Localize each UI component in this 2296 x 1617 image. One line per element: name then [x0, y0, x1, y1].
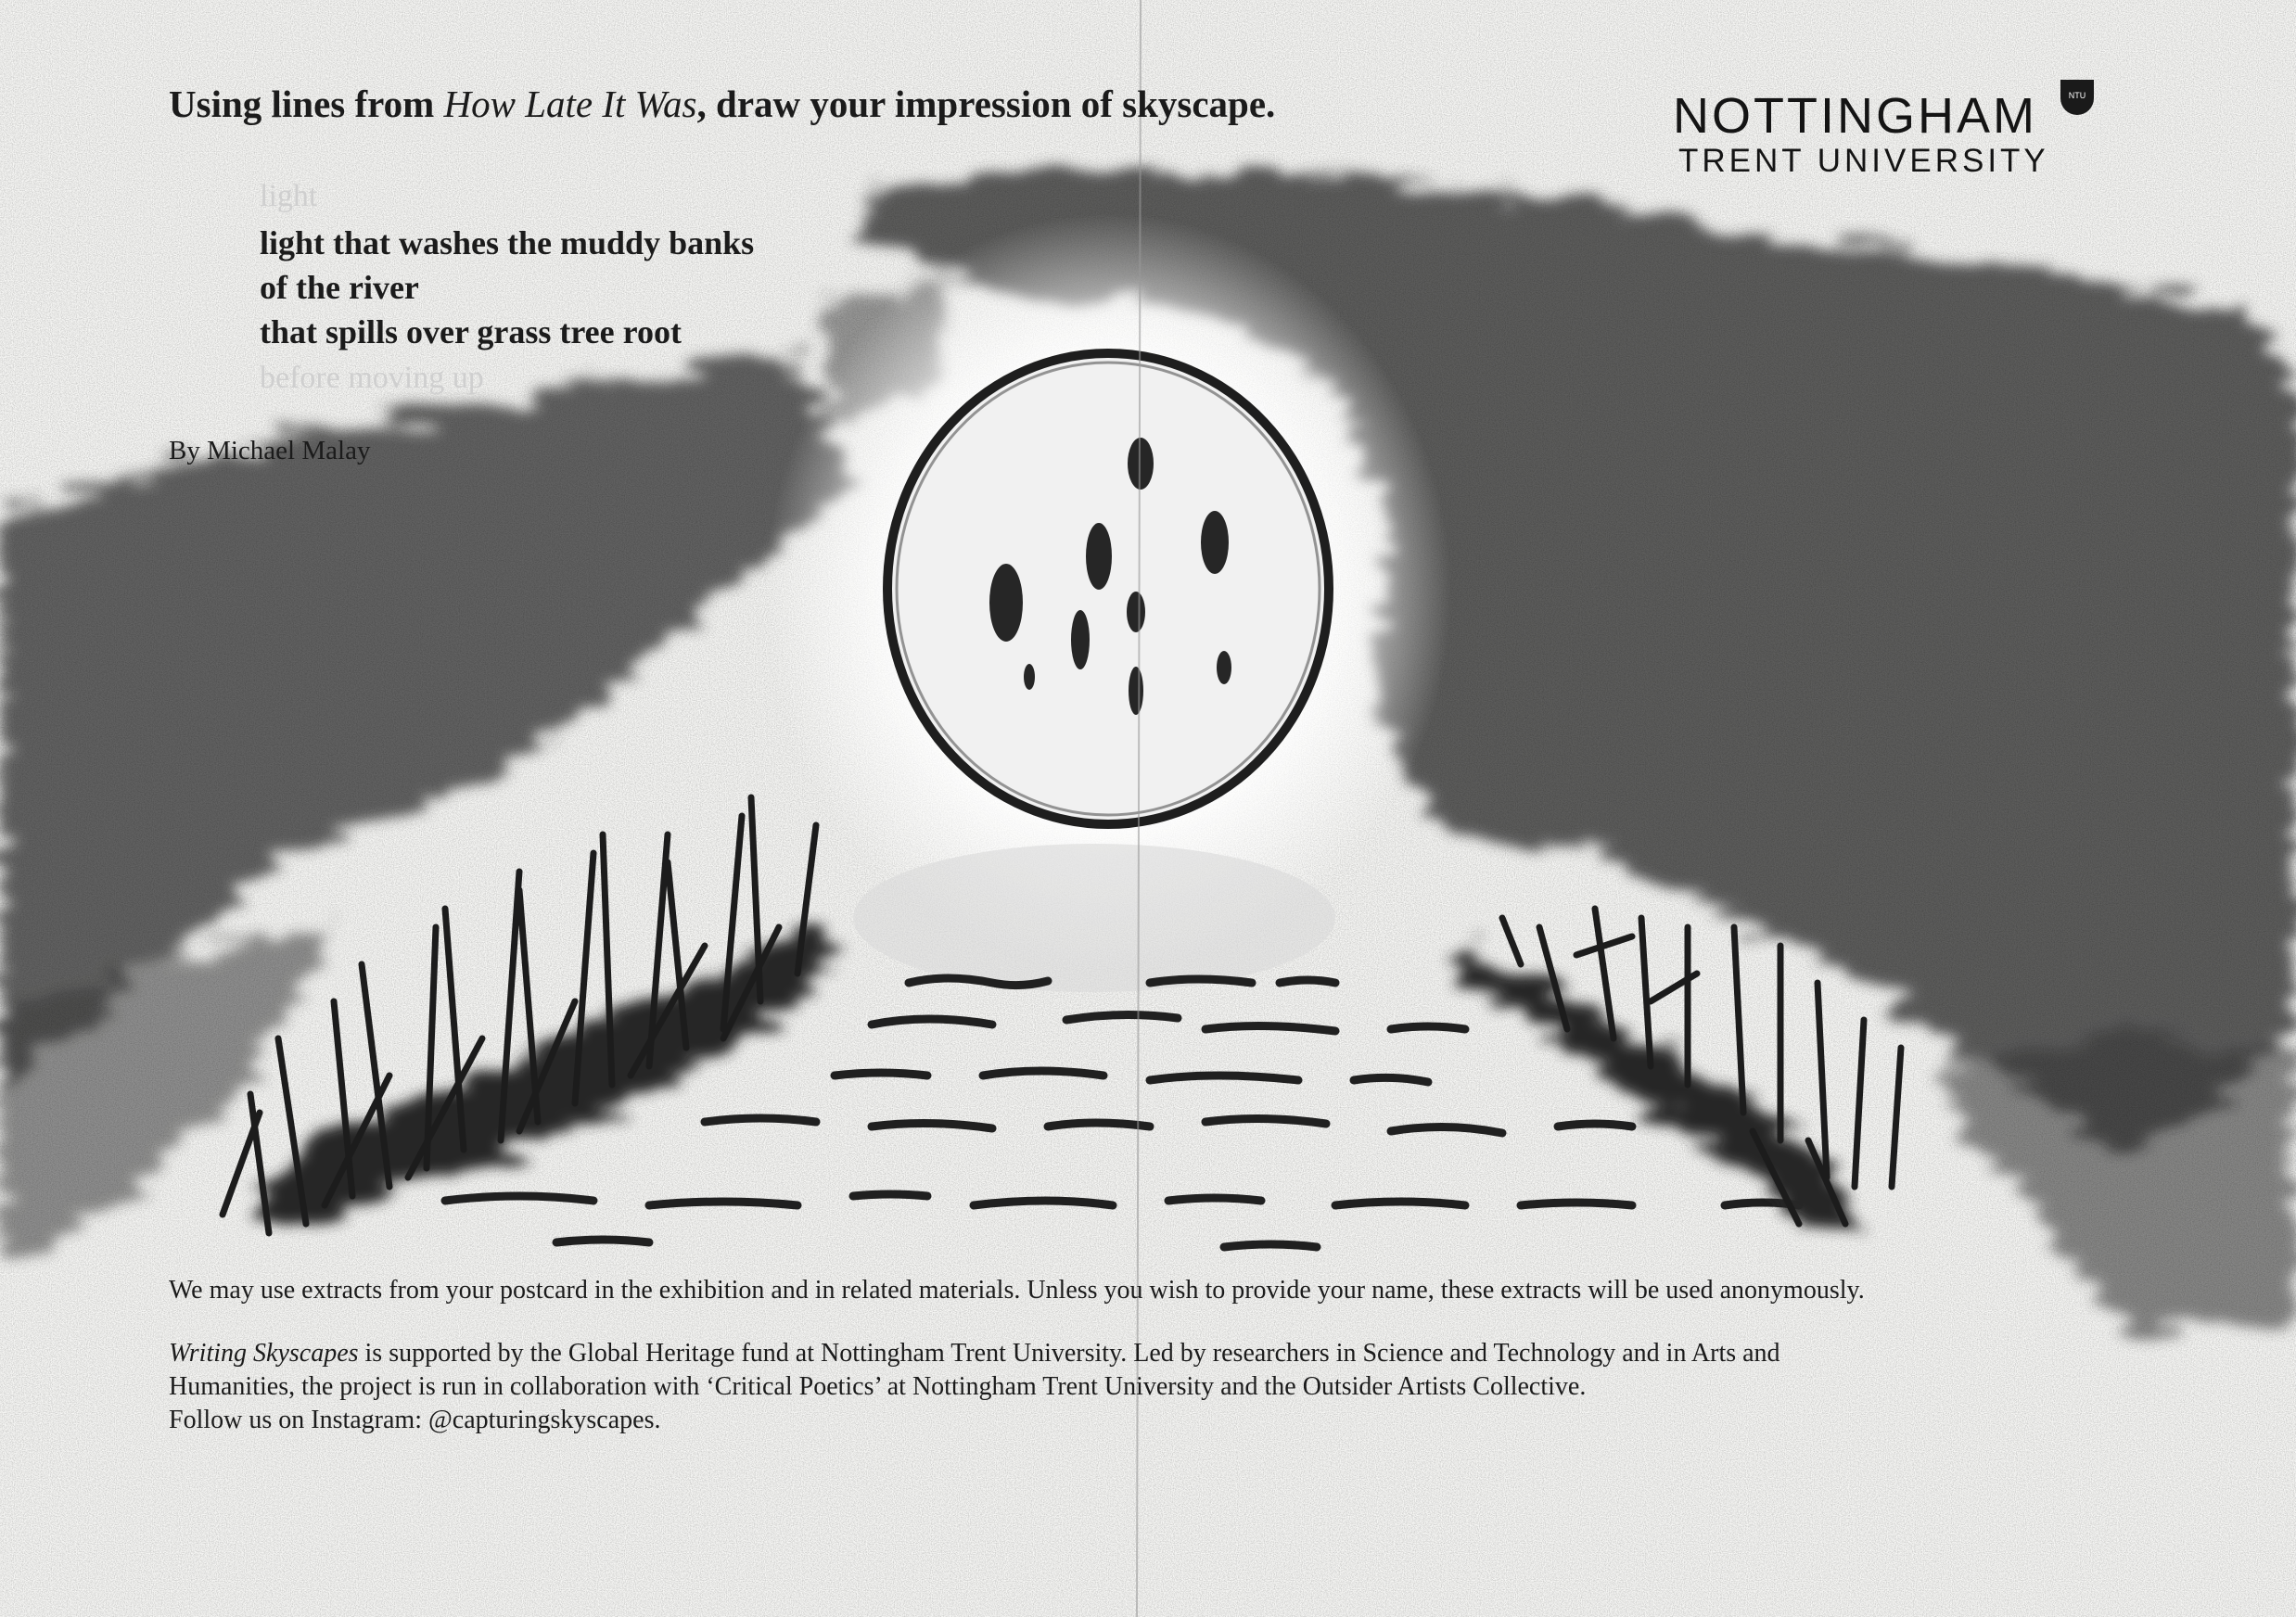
prompt-text-after: , draw your impression of skyscape. [696, 83, 1276, 125]
support-text: is supported by the Global Heritage fund at Nottingham Trent University. Led by researchers in Science and Technology and in Arts and [358, 1339, 1780, 1368]
support-line-1 [169, 1337, 2162, 1370]
author-byline: By Michael Malay [169, 436, 371, 465]
footer [169, 1274, 2162, 1437]
logo-line-2: TRENT UNIVERSITY [1678, 143, 2049, 179]
instagram-line: Follow us on Instagram: @capturingskyscapes. [169, 1406, 661, 1434]
shield-text: NTU [2068, 91, 2086, 100]
poem-faded-top: light [260, 179, 318, 213]
support-line-2: Humanities, the project is run in collaboration with ‘Critical Poetics’ at Nottingham Trent University and the Outsider Artists Collective. [169, 1372, 1587, 1401]
prompt-text-before: Using lines from [169, 83, 444, 125]
logo-line-1: NOTTINGHAM [1673, 88, 2037, 144]
prompt-heading [169, 82, 1275, 126]
shield-icon [2060, 80, 2094, 115]
book-title: How Late It Was [443, 83, 697, 125]
ntu-logo [1673, 88, 2086, 180]
moon [887, 353, 1329, 824]
poem-line-2: of the river [260, 269, 419, 306]
project-name: Writing Skyscapes [169, 1339, 359, 1368]
poem-line-3: that spills over grass tree root [260, 313, 682, 350]
poem-faded-bottom: before moving up [260, 361, 484, 395]
poem-line-1: light that washes the muddy banks [260, 224, 755, 261]
usage-notice: We may use extracts from your postcard in the exhibition and in related materials. Unless you wish to provide your name, these extracts will be used anonymously. [169, 1276, 1865, 1305]
